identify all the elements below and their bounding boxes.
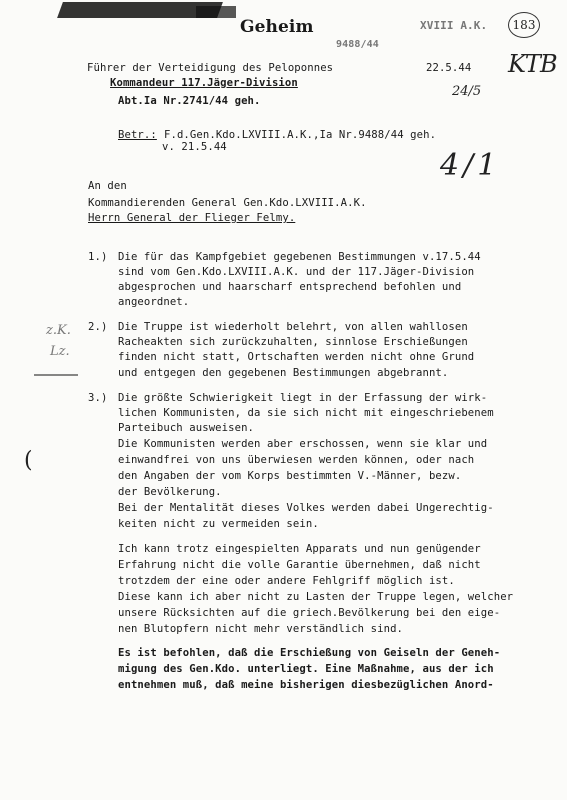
address-line-2: Kommandierenden General Gen.Kdo.LXVIII.A.K. [88, 197, 367, 209]
sender-line-1: Führer der Verteidigung des Peloponnes [87, 62, 334, 74]
punch-hole-mark: ( [24, 448, 33, 473]
paragraph-5-line: entnehmen muß, daß meine bisherigen diesbezüglichen Anord- [118, 679, 494, 691]
paragraph-4-line: Diese kann ich aber nicht zu Lasten der Truppe legen, welcher [118, 591, 514, 603]
address-line-1: An den [88, 180, 127, 192]
ktb-handwritten: KTB [508, 50, 557, 78]
paragraph-1-line: angeordnet. [118, 296, 190, 308]
paragraph-2-line: Racheakten sich zurückzuhalten, sinnlose Erschießungen [118, 336, 468, 348]
paragraph-3-number: 3.) [88, 392, 108, 404]
paragraph-3-line: keiten nicht zu vermeiden sein. [118, 518, 319, 530]
reference-number: Abt.Ia Nr.2741/44 geh. [118, 95, 261, 107]
sender-line-2: Kommandeur 117.Jäger-Division [110, 77, 298, 89]
paragraph-2-line: und entgegen den gegebenen Bestimmungen abgebrannt. [118, 367, 449, 379]
paragraph-3-line: einwandfrei von uns überwiesen werden können, oder nach [118, 454, 475, 466]
paragraph-1-line: Die für das Kampfgebiet gegebenen Bestimmungen v.17.5.44 [118, 251, 481, 263]
paragraph-1-line: abgesprochen und haarscharf entsprechend befohlen und [118, 281, 462, 293]
paragraph-4-line: Erfahrung nicht die volle Garantie übernehmen, daß nicht [118, 559, 481, 571]
paragraph-1-number: 1.) [88, 251, 108, 263]
subject-label: Betr.: [118, 129, 157, 141]
paragraph-5-line: migung des Gen.Kdo. unterliegt. Eine Maßnahme, aus der ich [118, 663, 494, 675]
page-number-circled: 183 [508, 12, 540, 38]
paragraph-4-line: unsere Rücksichten auf die griech.Bevölkerung bei den eige- [118, 607, 501, 619]
paragraph-3-line: der Bevölkerung. [118, 486, 222, 498]
paragraph-1-line: sind vom Gen.Kdo.LXVIII.A.K. und der 117.Jäger-Division [118, 266, 475, 278]
left-margin-note-2: Lz. [50, 344, 70, 359]
address-line-3: Herrn General der Flieger Felmy. [88, 212, 296, 224]
paragraph-4-line: trotzdem der eine oder andere Fehlgriff möglich ist. [118, 575, 455, 587]
stamp-corps: XVIII A.K. [420, 19, 488, 32]
paragraph-5-line: Es ist befohlen, daß die Erschießung von Geiseln der Geneh- [118, 647, 501, 659]
secret-stamp: Geheim [240, 17, 314, 37]
subject-line-2: v. 21.5.44 [162, 141, 227, 153]
paragraph-2-line: Die Truppe ist wiederholt belehrt, von allen wahllosen [118, 321, 468, 333]
paragraph-3-line: den Angaben der vom Korps bestimmten V.-Männer, bezw. [118, 470, 462, 482]
left-margin-scribble [34, 374, 78, 376]
left-margin-note-1: z.K. [46, 323, 71, 338]
paragraph-4-line: nen Blutopfern nicht mehr verständlich sind. [118, 623, 404, 635]
subject-line-1: F.d.Gen.Kdo.LXVIII.A.K.,Ia Nr.9488/44 geh. [164, 129, 437, 141]
margin-note-handwritten: 4/1 [440, 148, 501, 183]
hand-note-date: 24/5 [452, 84, 482, 99]
scan-smudge-top-right [196, 6, 236, 18]
stamp-number: 9488/44 [336, 39, 379, 50]
paragraph-3-line: Die größte Schwierigkeit liegt in der Erfassung der wirk- [118, 392, 488, 404]
paragraph-3-line: lichen Kommunisten, da sie sich nicht mit eingeschriebenem [118, 407, 494, 419]
paragraph-2-line: finden nicht statt, Ortschaften werden nicht ohne Grund [118, 351, 475, 363]
letter-date: 22.5.44 [426, 62, 472, 74]
paragraph-4-line: Ich kann trotz eingespielten Apparats und nun genügender [118, 543, 481, 555]
paragraph-3-line: Die Kommunisten werden aber erschossen, wenn sie klar und [118, 438, 488, 450]
paragraph-3-line: Bei der Mentalität dieses Volkes werden dabei Ungerechtig- [118, 502, 494, 514]
paragraph-3-line: Parteibuch ausweisen. [118, 422, 255, 434]
paragraph-2-number: 2.) [88, 321, 108, 333]
